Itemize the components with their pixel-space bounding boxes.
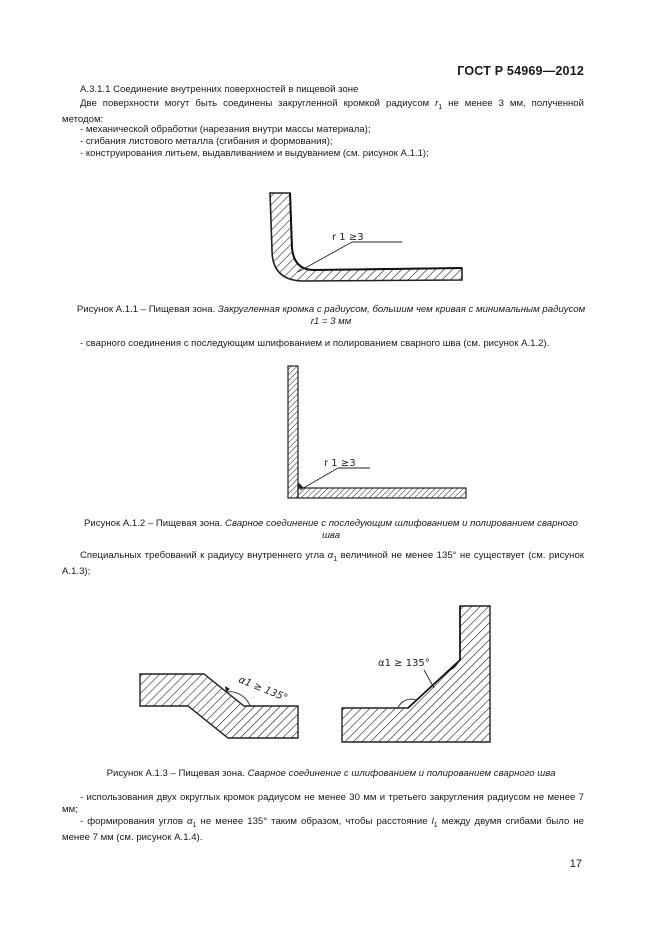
- figure-3-right-label: α1 ≥ 135°: [378, 658, 430, 669]
- list-item: - формирования углов $\alpha_1$ не менее 135° таким образом, чтобы расстояние $l_1$ между двумя сгибами было не менее 7 мм (см. рисунок А.1.4).: [62, 816, 585, 843]
- list-item: - использования двух округлых кромок радиусом не менее 30 мм и третьего закругления радиусом не менее 7 мм;: [62, 792, 584, 815]
- angle-paragraph: Специальных требований к радиусу внутреннего угла $\alpha_1$ величиной не менее 135° не существует (см. рисунок А.1.3);: [62, 550, 585, 577]
- figure-2-drawing: [282, 364, 472, 504]
- list-item: - конструирования литьем, выдавливанием и выдуванием (см. рисунок А.1.1);: [80, 148, 429, 159]
- figure-1-label: r 1 ≥3: [332, 232, 364, 243]
- figure-1-caption: Рисунок А.1.1 – Пищевая зона. Закругленная кромка с радиусом, большим чем кривая с минимальным радиусом r1 = 3 мм: [76, 304, 586, 327]
- figure-3-left-label: α1 ≥ 135°: [236, 674, 290, 705]
- figure-2-caption: Рисунок А.1.2 – Пищевая зона. Сварное соединение с последующим шлифованием и полированием сварного шва: [83, 518, 579, 541]
- intro-paragraph: Две поверхности могут быть соединены закругленной кромкой радиусом $r_1$ не менее 3 мм, полученной методом:: [62, 98, 584, 125]
- figure-3-caption: Рисунок А.1.3 – Пищевая зона. Сварное соединение с шлифованием и полированием сварного шва: [106, 768, 556, 779]
- section-heading: А.3.1.1 Соединение внутренних поверхностей в пищевой зоне: [80, 84, 359, 95]
- figure-3-right-drawing: [338, 604, 494, 746]
- list-item: - сгибания листового металла (сгибания и формования);: [80, 136, 333, 147]
- standard-header: ГОСТ Р 54969—2012: [457, 64, 584, 78]
- weld-list-item: - сварного соединения с последующим шлифованием и полированием сварного шва (см. рисунок А.1.2).: [80, 338, 550, 349]
- figure-1-drawing: [262, 188, 472, 288]
- list-item: - механической обработки (нарезания внутри массы материала);: [80, 124, 371, 135]
- page-number: 17: [569, 858, 582, 870]
- figure-3-left-drawing: [130, 644, 305, 744]
- figure-2-label: r 1 ≥3: [324, 458, 356, 469]
